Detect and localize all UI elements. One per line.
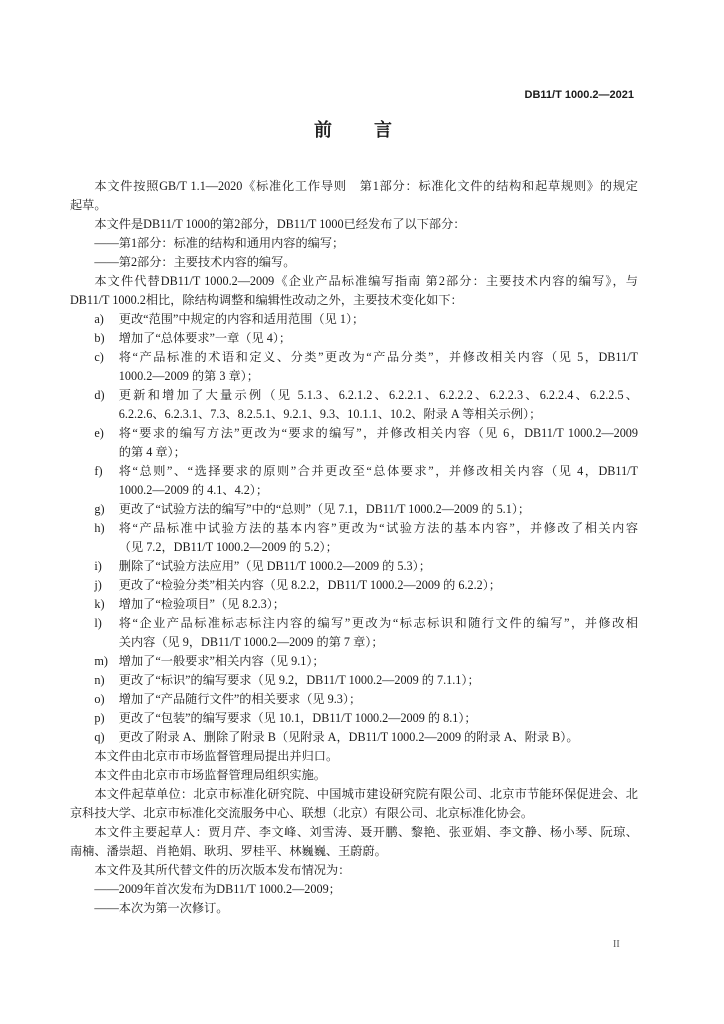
change-text: 的第 4 章）； <box>118 445 186 459</box>
change-item-g <box>70 500 638 519</box>
list-marker: o) <box>94 692 105 706</box>
list-marker: k) <box>94 597 105 611</box>
change-text: 更改“范围”中规定的内容和适用范围（见 1）； <box>118 312 365 326</box>
list-marker: h) <box>94 521 105 535</box>
change-text: 将“产品标准中试验方法的基本内容”更改为“试验方法的基本内容”，并修改了相关内容 <box>118 521 638 535</box>
list-marker: p) <box>94 711 105 725</box>
change-item-e <box>70 424 638 462</box>
list-marker: i) <box>94 559 102 573</box>
change-item-l <box>70 614 638 652</box>
change-item-m <box>70 652 638 671</box>
change-text: 增加了“产品随行文件”的相关要求（见 9.3）； <box>118 692 362 706</box>
paragraph-line: DB11/T 1000.2相比，除结构调整和编辑性改动之外，主要技术变化如下： <box>70 293 463 307</box>
change-text: 将“总则”、“选择要求的原则”合并更改至“总体要求”，并修改相关内容（见 4，DB11/T <box>118 464 638 478</box>
list-marker: e) <box>94 426 104 440</box>
history-item: ——本次为第一次修订。 <box>94 901 229 915</box>
history-item: ——2009年首次发布为DB11/T 1000.2—2009； <box>94 882 341 896</box>
change-text: 将“企业产品标准标志标注内容的编写”更改为“标志标识和随行文件的编写”，并修改相 <box>118 616 638 630</box>
change-item-j <box>70 576 638 595</box>
change-text: 将“产品标准的术语和定义、分类”更改为“产品分类”，并修改相关内容（见 5，DB11/T <box>118 350 638 364</box>
change-text: 6.2.2.6、6.2.3.1、7.3、8.2.5.1、9.2.1、9.3、10.1.1、10.2、附录 A 等相关示例）； <box>118 407 542 421</box>
drafting-units-line: 本文件起草单位：北京市标准化研究院、中国城市建设研究院有限公司、北京市节能环保促进会、北 <box>94 787 638 801</box>
change-text: 1000.2—2009 的 4.1、4.2）； <box>118 483 269 497</box>
drafters-line: 本文件主要起草人：贾月芹、李文峰、刘雪涛、聂开鹏、黎艳、张亚娟、李文静、杨小琴、阮琼、 <box>94 825 638 839</box>
change-text: 1000.2—2009 的第 3 章）； <box>118 369 259 383</box>
change-item-d <box>70 386 638 424</box>
list-marker: c) <box>94 350 104 364</box>
change-item-p <box>70 709 638 728</box>
change-text: 删除了“试验方法应用”（见 DB11/T 1000.2—2009 的 5.3）； <box>118 559 431 573</box>
paragraph-line: 本文件代替DB11/T 1000.2—2009《企业产品标准编写指南 第2部分：主要技术内容的编写》，与 <box>94 274 638 288</box>
change-item-a <box>70 310 638 329</box>
list-marker: d) <box>94 388 105 402</box>
list-marker: l) <box>94 616 102 630</box>
change-item-b <box>70 329 638 348</box>
proposer-statement: 本文件由北京市市场监督管理局提出并归口。 <box>94 749 339 763</box>
change-item-n <box>70 671 638 690</box>
change-text: （见 7.2，DB11/T 1000.2—2009 的 5.2）； <box>118 540 338 554</box>
change-item-i <box>70 557 638 576</box>
paragraph-line: 本文件按照GB/T 1.1—2020《标准化工作导则 第1部分：标准化文件的结构和起草规则》的规定 <box>94 179 638 193</box>
change-item-o <box>70 690 638 709</box>
foreword-body <box>70 177 638 918</box>
history-intro: 本文件及其所代替文件的历次版本发布情况为： <box>94 863 351 877</box>
change-item-h <box>70 519 638 557</box>
change-text: 更改了“试验方法的编写”中的“总则”（见 7.1，DB11/T 1000.2—2009 的 5.1）； <box>118 502 531 516</box>
change-item-c <box>70 348 638 386</box>
page-title: 前 言 <box>314 120 394 140</box>
document-code: DB11/T 1000.2—2021 <box>524 89 634 101</box>
change-text: 更改了“包装”的编写要求（见 10.1，DB11/T 1000.2—2009 的 8.1）； <box>118 711 477 725</box>
paragraph-line: 起草。 <box>70 198 107 212</box>
change-text: 增加了“一般要求”相关内容（见 9.1）； <box>118 654 325 668</box>
drafters-line: 南楠、潘崇超、肖艳娟、耿玥、罗桂平、林巍巍、王蔚蔚。 <box>70 844 387 858</box>
change-text: 增加了“总体要求”一章（见 4）； <box>118 331 292 345</box>
list-marker: g) <box>94 502 105 516</box>
list-marker: a) <box>94 312 104 326</box>
change-item-q <box>70 728 638 747</box>
change-text: 将“要求的编写方法”更改为“要求的编写”，并修改相关内容（见 6，DB11/T 1000.2—2009 <box>118 426 638 440</box>
part-list-item: ——第1部分：标准的结构和通用内容的编写； <box>94 236 345 250</box>
change-text: 更改了附录 A、删除了附录 B（见附录 A，DB11/T 1000.2—2009 的附录 A、附录 B）。 <box>118 730 579 744</box>
list-marker: q) <box>94 730 105 744</box>
implementer-statement: 本文件由北京市市场监督管理局组织实施。 <box>94 768 326 782</box>
page-number: II <box>613 939 620 950</box>
drafting-units-line: 京科技大学、北京市标准化交流服务中心、联想（北京）有限公司、北京标准化协会。 <box>70 806 534 820</box>
change-text: 关内容（见 9，DB11/T 1000.2—2009 的第 7 章）； <box>118 635 384 649</box>
change-item-k <box>70 595 638 614</box>
part-list-item: ——第2部分：主要技术内容的编写。 <box>94 255 296 269</box>
change-text: 更改了“检验分类”相关内容（见 8.2.2，DB11/T 1000.2—2009 的 6.2.2）； <box>118 578 501 592</box>
list-marker: n) <box>94 673 105 687</box>
paragraph-line: 本文件是DB11/T 1000的第2部分，DB11/T 1000已经发布了以下部分： <box>94 217 466 231</box>
change-text: 更改了“标识”的编写要求（见 9.2，DB11/T 1000.2—2009 的 7.1.1）； <box>118 673 480 687</box>
list-marker: m) <box>94 654 108 668</box>
change-text: 更新和增加了大量示例（见 5.1.3、6.2.1.2、6.2.2.1、6.2.2.2、6.2.2.3、6.2.2.4、6.2.2.5、 <box>118 388 638 402</box>
list-marker: f) <box>94 464 103 478</box>
list-marker: b) <box>94 331 105 345</box>
list-marker: j) <box>94 578 102 592</box>
change-text: 增加了“检验项目”（见 8.2.3）； <box>118 597 285 611</box>
change-item-f <box>70 462 638 500</box>
